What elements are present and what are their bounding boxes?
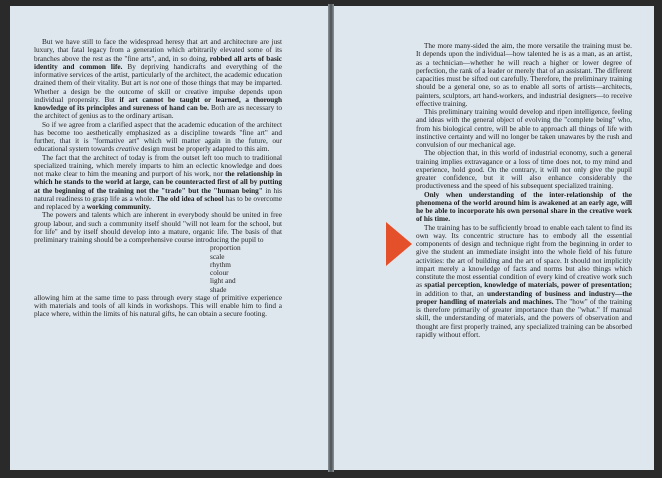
list-item: proportion bbox=[210, 244, 241, 253]
right-paragraph-4: Only when understanding of the inter-relationship of the phenomena of the world around him is awakened at an early age, will he be able to incorporate his own personal share in the creative work of his time. bbox=[416, 190, 632, 224]
list-item: scale bbox=[210, 252, 225, 261]
left-paragraph-4: The powers and talents which are inherent in everybody should be united in free group labour, and such a community itself should "will not learn for the school, but for life" and by itself should develop into a mature, organic life. The basis of that preliminary training should be a comprehensive course introducing the pupil to bbox=[34, 211, 282, 244]
right-text-column bbox=[416, 42, 632, 339]
left-text-column bbox=[34, 38, 282, 319]
left-paragraph-3: The fact that the architect of today is from the outset left too much to traditional specialized training, which merely imparts to him an eclectic knowledge and does not make clear to him the meaning and purport of his work, nor the relationship in which he stands to the world at large, can be counteracted first of all by putting at the beginning of the training not the "trade" but the "human being" in his natural readiness to grasp life as a whole. The old idea of school has to be overcome and replaced by a working community. bbox=[34, 153, 282, 211]
course-topics-list bbox=[210, 244, 282, 294]
list-item: colour bbox=[210, 269, 229, 277]
right-paragraph-5: The training has to be sufficiently broad to enable each talent to find its own way. Its concentric structure has to embody all the essential components of design and technique right from the beginning in order to give the student an immediate insight into the whole field of his future activities: the art of building and the art of space. It should not implicitly impart merely a knowledge of facts and norms but also things which constitute the most essential condition of every kind of creative work such as spatial perception, knowledge of materials, power of presentation; in addition to that, an understanding of business and industry—the proper handling of materials and machines. The "how" of the training is therefore primarily of greater importance than the "what." If manual skill, the understanding of materials, and the powers of observation and thought are first properly trained, any specialized training can be absorbed rapidly without effort. bbox=[416, 223, 632, 339]
right-paragraph-3: The objection that, in this world of industrial economy, such a general training implies extravagance or a loss of time does not, to my mind and experience, hold good. On the contrary, it will not only give the pupil greater confidence, but it will also enhance considerably the productiveness and the speed of his subsequent specialized training. bbox=[416, 149, 632, 191]
red-triangle-arrow-icon bbox=[386, 222, 412, 266]
left-paragraph-5: allowing him at the same time to pass through every stage of primitive experience with materials and tools of all kinds in workshops. This will enable him to find a place where, within the limits of his natural gifts, he can obtain a secure footing. bbox=[34, 293, 282, 319]
right-page bbox=[334, 6, 654, 470]
left-paragraph-1: But we have still to face the widespread heresy that art and architecture are just luxury, that fatal legacy from a generation which arbitrarily elevated some of its branches above the rest as the "fine arts", and, in so doing, robbed all arts of basic identity and common life. By depriving handicrafts and everything of the informative services of the artist, particularly of the architect, the academic education drained them of their vitality. But art is not one of those things that may be imparted. Whether a design be the outcome of skill or creative impulse depends upon individual propensity. But if art cannot be taught or learned, a thorough knowledge of its principles and sureness of hand can be. Both are as necessary to the architect of genius as to the ordinary artisan. bbox=[34, 38, 283, 121]
right-paragraph-2: This preliminary training would develop and ripen intelligence, feeling and ideas with the general object of evolving the "complete being" who, from his biological centre, will be able to approach all things of life with instinctive certainty and will no longer be taken unawares by the rush and convulsion of our mechanical age. bbox=[416, 108, 632, 149]
list-item: rhythm bbox=[210, 260, 231, 269]
list-item: shade bbox=[210, 285, 227, 294]
left-paragraph-2: So if we agree from a clarified aspect that the academic education of the architect has become too aesthetically emphasized as a discipline towards "fine art" and further, that it is "formative art" which will matter again in the future, our educational system towards creative design must be properly adapted to this aim. bbox=[34, 120, 282, 154]
right-paragraph-1: The more many-sided the aim, the more versatile the training must be. It depends upon the individual—how talented he is as a man, as an artist, as a technician—whether he will reach a higher or lower degree of perfection, the rank of a leader or merely that of an assistant. The different capacities must be sifted out carefully. Therefore, the preliminary training should be a general one, so as to enable all sorts of artists—architects, painters, sculptors, art hand-workers, and industrial designers—to receive effective training. bbox=[416, 42, 632, 108]
left-page bbox=[10, 6, 328, 470]
list-item: light and bbox=[210, 277, 236, 286]
